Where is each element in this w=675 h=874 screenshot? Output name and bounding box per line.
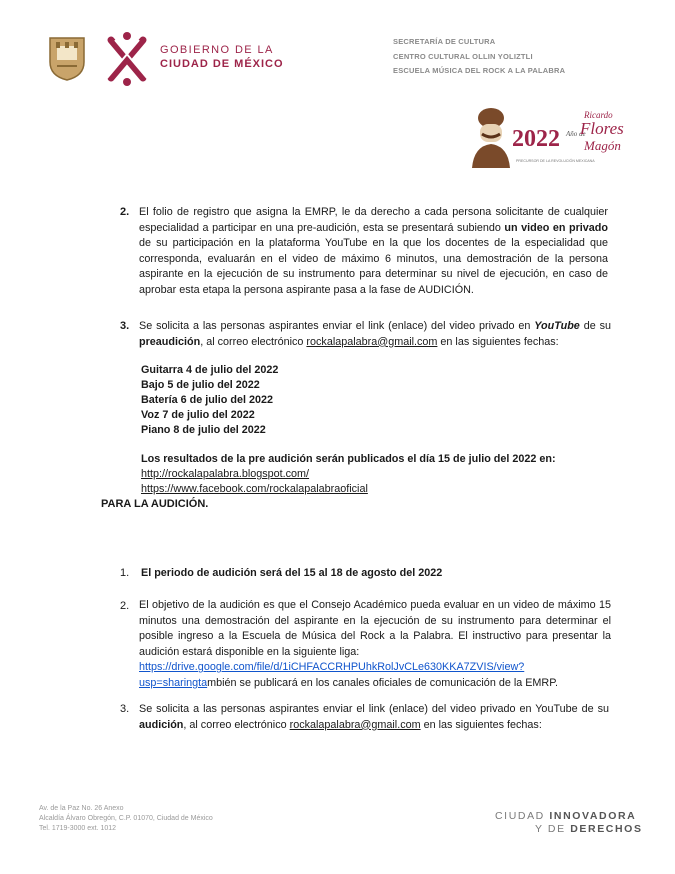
- item-2-number: 2.: [120, 206, 130, 218]
- svg-text:Año de: Año de: [566, 130, 586, 138]
- coat-of-arms-icon: [48, 36, 86, 82]
- svg-text:PRECURSOR DE LA REVOLUCIÓN MEX: PRECURSOR DE LA REVOLUCIÓN MEXICANA: [516, 159, 595, 163]
- item-3-number: 3.: [120, 320, 130, 332]
- item-3-paragraph: Se solicita a las personas aspirantes enviar el link (enlace) del video privado en YouTube de su preaudición, al correo electrónico rockalapalabra@gmail.com en las siguientes fechas:: [139, 320, 611, 348]
- footer-address-line2: Alcaldía Álvaro Obregón, C.P. 01070, Ciudad de México: [39, 815, 213, 822]
- cdmx-logo-icon: [101, 30, 153, 88]
- aud-3-paragraph: Se solicita a las personas aspirantes enviar el link (enlace) del video privado en YouTube de su audición, al correo electrónico rockalapalabra@gmail.com en las siguientes fechas:: [139, 703, 609, 731]
- tagline-line1: CIUDAD INNOVADORA: [495, 810, 637, 822]
- facebook-link[interactable]: https://www.facebook.com/rockalapalabraoficial: [141, 483, 368, 495]
- schedule-bajo: Bajo 5 de julio del 2022: [141, 379, 260, 391]
- aud-1-text: El periodo de audición será del 15 al 18 de agosto del 2022: [141, 567, 443, 579]
- svg-text:Magón: Magón: [584, 138, 621, 153]
- schedule-bateria: Batería 6 de julio del 2022: [141, 394, 274, 406]
- email-link-preaudition[interactable]: rockalapalabra@gmail.com: [306, 335, 438, 348]
- schedule-piano: Piano 8 de julio del 2022: [141, 424, 266, 436]
- schedule-voz: Voz 7 de julio del 2022: [141, 409, 255, 421]
- dept-line-2: CENTRO CULTURAL OLLIN YOLIZTLI: [393, 52, 533, 61]
- footer-phone: Tel. 1719-3000 ext. 1012: [39, 825, 117, 832]
- email-link-audition[interactable]: rockalapalabra@gmail.com: [289, 718, 421, 731]
- schedule-guitarra: Guitarra 4 de julio del 2022: [141, 364, 279, 376]
- svg-text:Flores: Flores: [580, 119, 624, 138]
- section-title: PARA LA AUDICIÓN.: [101, 498, 209, 510]
- aud-1-number: 1.: [120, 567, 130, 579]
- tagline-line2: Y DE DERECHOS: [535, 823, 643, 835]
- footer-address-line1: Av. de la Paz No. 26 Anexo: [39, 805, 124, 812]
- flores-magon-seal-icon: [466, 100, 636, 170]
- results-text: Los resultados de la pre audición serán publicados el día 15 de julio del 2022 en:: [141, 453, 556, 465]
- dept-line-3: ESCUELA MÚSICA DEL ROCK A LA PALABRA: [393, 66, 566, 75]
- item-2-paragraph: El folio de registro que asigna la EMRP, le da derecho a cada persona solicitante de cualquier especialidad a participar en una pre-audición, esta se presentará subiendo un video en privado de su participación en la plataforma YouTube en la que los docentes de la especialidad que corresponda, evaluarán en el video de máximo 6 minutos, una demostración de la persona aspirante en la ejecución de su instrumento para determinar su nivel de ejecución, en caso de aprobar esta etapa la persona aspirante pasa a la fase de AUDICIÓN.: [139, 206, 608, 296]
- drive-link[interactable]: https://drive.google.com/file/d/1iCHFACCRHPUhkRolJvCLe630KKA7ZVIS/view?usp=sharingta: [139, 661, 525, 689]
- svg-text:2022: 2022: [512, 126, 560, 152]
- gov-title-line1: GOBIERNO DE LA: [160, 44, 274, 56]
- dept-line-1: SECRETARÍA DE CULTURA: [393, 37, 496, 46]
- blog-link[interactable]: http://rockalapalabra.blogspot.com/: [141, 468, 310, 480]
- aud-2-paragraph: El objetivo de la audición es que el Consejo Académico pueda evaluar en un video de máximo 15 minutos una demostración del aspirante en la ejecución de su instrumento para determinar el posible ingreso a la Escuela de Música del Rock a la Palabra. El instructivo para presentar la audición estará disponible en la siguiente liga: https://drive.google.com/file/d/1iCHFACCRHPUhkRolJvCLe630KKA7ZVIS/view?usp=sharingtambién se publicará en los canales oficiales de comunicación de la EMRP.: [139, 599, 611, 689]
- gov-title-line2: CIUDAD DE MÉXICO: [160, 58, 284, 70]
- aud-3-number: 3.: [120, 703, 130, 715]
- svg-text:Ricardo: Ricardo: [584, 110, 613, 120]
- aud-2-number: 2.: [120, 600, 130, 612]
